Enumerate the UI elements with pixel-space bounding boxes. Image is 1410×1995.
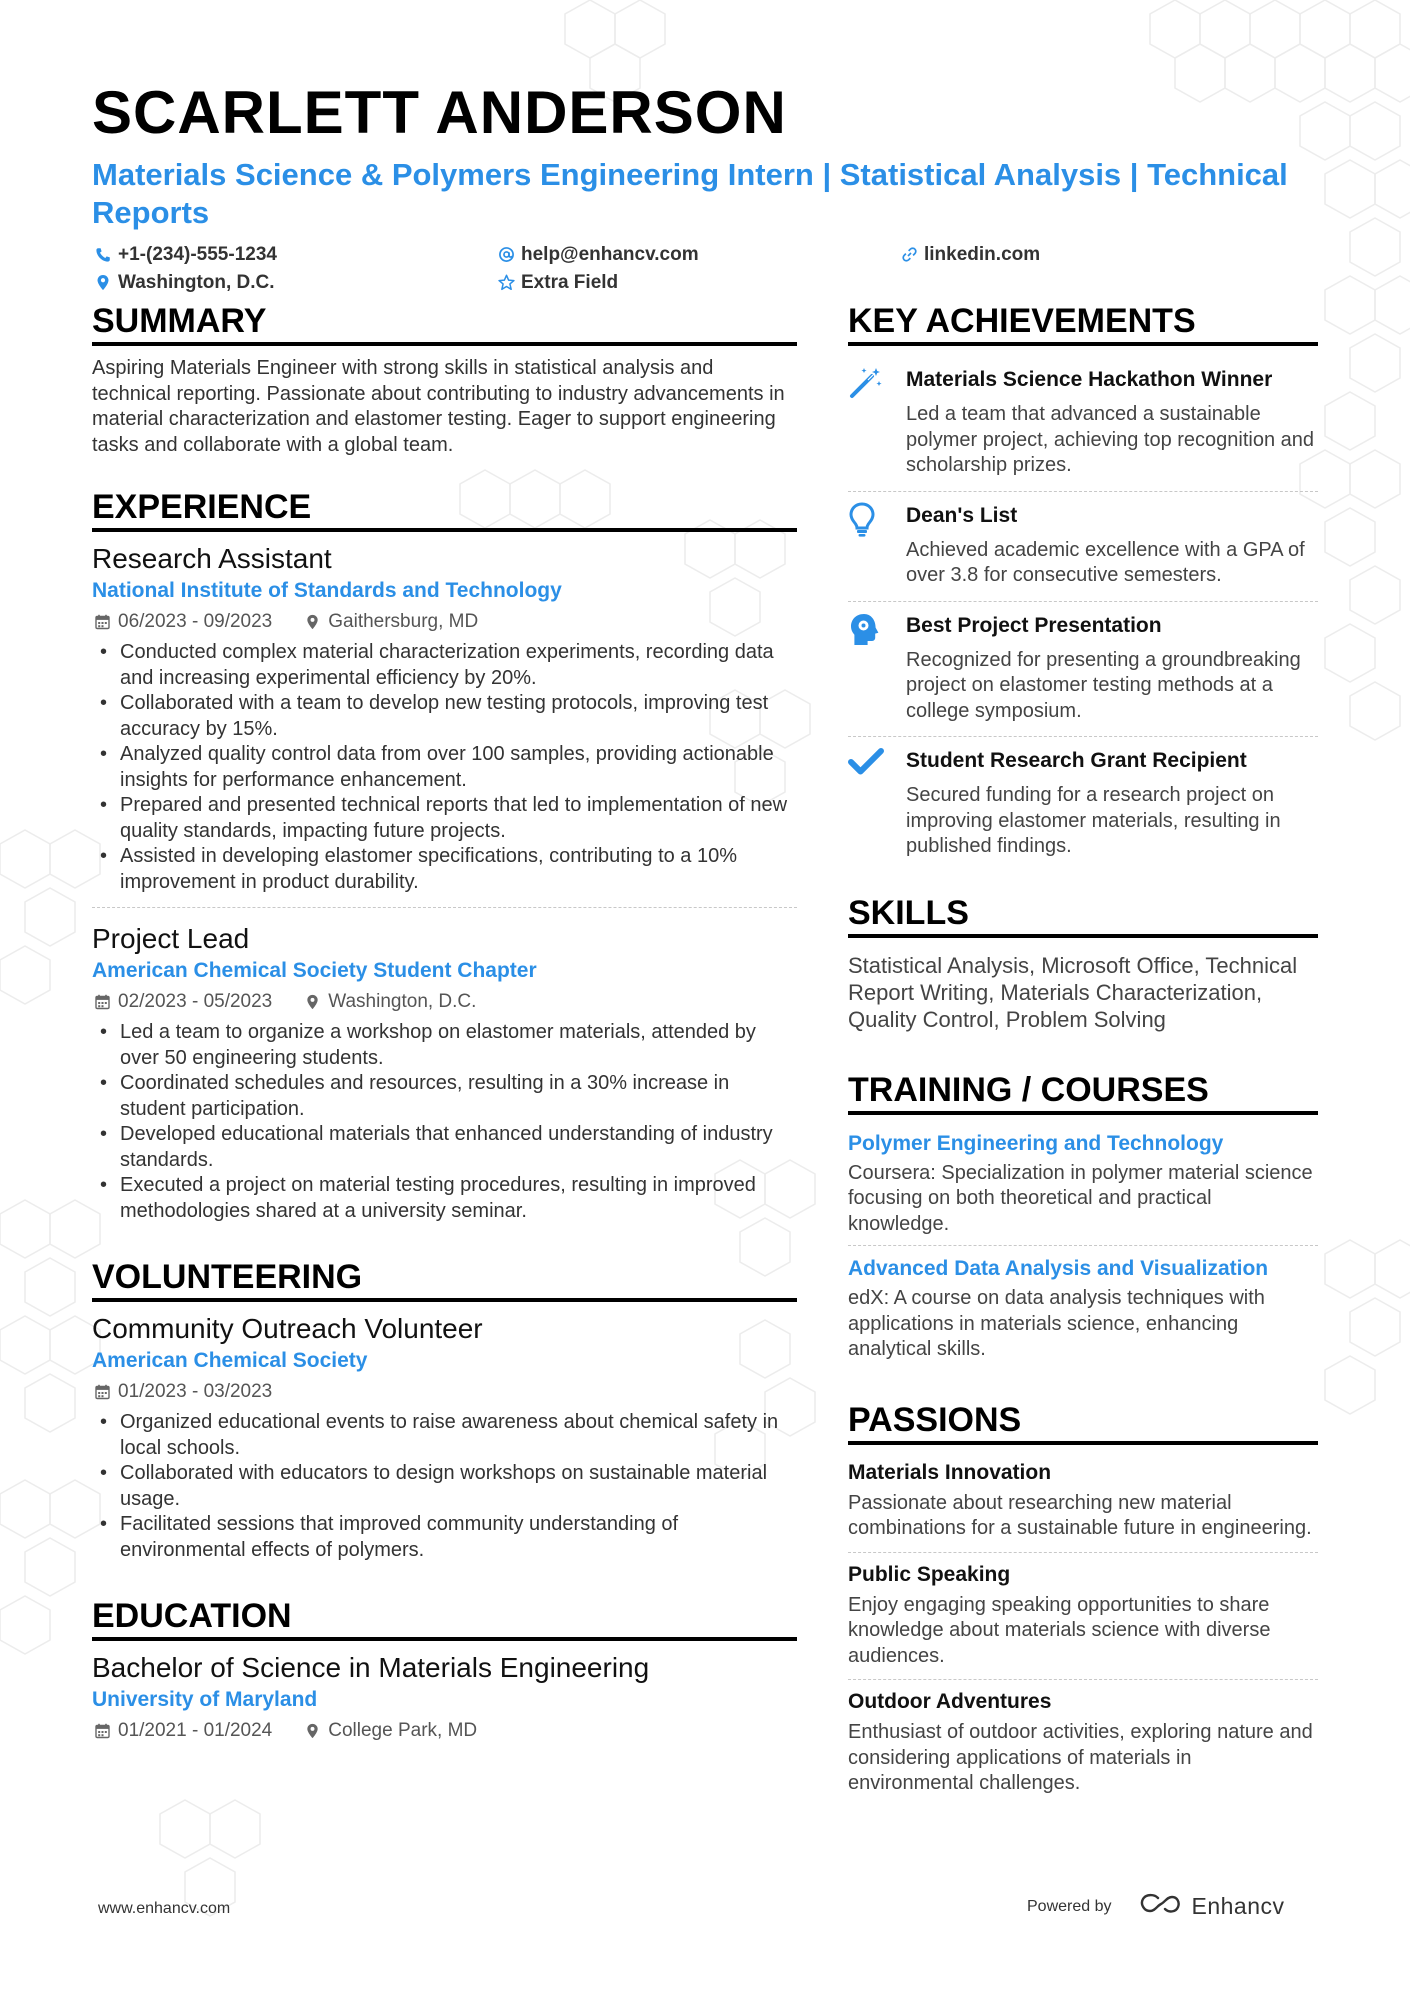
location-icon [302,612,322,632]
bullet-item: • Analyzed quality control data from over 100 samples, providing actionable insights for performance enhancement. [92,742,797,793]
passion-description: Passionate about researching new material combinations for a sustainable future in engineering. [848,1491,1312,1539]
volunteering-entry [92,1312,797,1575]
bullet-item: • Organized educational events to raise awareness about chemical safety in local schools. [92,1410,797,1461]
skills-title: SKILLS [848,892,1318,938]
education-school: University of Maryland [92,1688,318,1711]
bullet-item: • Facilitated sessions that improved community understanding of environmental effects of polymers. [92,1512,797,1563]
achievements-section [848,300,1318,872]
job-role: Project Lead [92,923,250,954]
bullet-item: • Conducted complex material characterization experiments, recording data and increasing experimental efficiency by 20%. [92,640,797,691]
achievement-item [848,356,1318,491]
calendar-icon [92,992,112,1012]
summary-section [92,300,797,458]
left-column [92,300,797,1777]
contact-email-text: help@enhancv.com [521,243,699,265]
job-location [302,988,476,1016]
passion-title: Public Speaking [848,1562,1011,1586]
summary-title: SUMMARY [92,300,797,346]
link-icon [898,244,920,266]
achievement-title: Materials Science Hackathon Winner [906,368,1273,391]
passion-title: Materials Innovation [848,1460,1052,1484]
location-icon [92,272,114,294]
job-dates: 02/2023 - 05/2023 [118,991,273,1012]
location-icon [302,992,322,1012]
volunteer-bullets [92,1410,797,1563]
passion-item [848,1455,1318,1552]
contact-extra-field-text: Extra Field [521,271,619,293]
checkmark-icon [848,747,906,860]
contact-extra-field [495,270,898,295]
head-brain-icon [848,612,906,725]
at-icon [495,244,517,266]
job-organization: American Chemical Society Student Chapter [92,959,537,982]
job-role: Research Assistant [92,543,332,574]
achievement-title: Dean's List [906,503,1018,527]
education-location-text: College Park, MD [328,1720,478,1741]
education-location [302,1717,477,1745]
course-title: Polymer Engineering and Technology [848,1131,1224,1155]
course-description: Coursera: Specialization in polymer material science focusing on both theoretical and practical knowledge. [848,1161,1313,1235]
bullet-item: • Coordinated schedules and resources, resulting in a 30% increase in student participation. [92,1071,797,1122]
bullet-item: • Executed a project on material testing procedures, resulting in improved methodologies shared at a university seminar. [92,1173,797,1224]
volunteer-dates: 01/2023 - 03/2023 [118,1381,273,1402]
course-title: Advanced Data Analysis and Visualization [848,1257,1269,1280]
passion-item [848,1679,1318,1807]
footer-website-link[interactable]: www.enhancv.com [98,1900,231,1917]
bullet-item: • Developed educational materials that enhanced understanding of industry standards. [92,1122,797,1173]
volunteering-title: VOLUNTEERING [92,1256,797,1302]
achievement-title: Best Project Presentation [906,613,1162,637]
right-column [848,300,1318,1827]
magic-wand-icon [848,366,906,479]
passions-title: PASSIONS [848,1399,1318,1445]
course-item [848,1245,1318,1371]
achievement-title: Student Research Grant Recipient [906,749,1247,772]
footer-branding[interactable] [1027,1892,1285,1921]
contact-email[interactable] [495,242,898,267]
passion-item [848,1552,1318,1680]
education-meta [92,1717,797,1745]
job-location-text: Gaithersburg, MD [328,611,479,632]
job-bullets [92,640,797,895]
calendar-icon [92,1382,112,1402]
bullet-item: • Prepared and presented technical reports that led to implementation of new quality standards, impacting future projects. [92,793,797,844]
job-meta [92,988,797,1016]
experience-entry [92,907,797,1236]
volunteer-meta [92,1378,797,1406]
contact-phone[interactable] [92,242,495,267]
lightbulb-icon [848,502,906,589]
job-bullets [92,1020,797,1224]
course-item [848,1125,1318,1246]
powered-by-label: Powered by [1027,1897,1112,1915]
passion-description: Enjoy engaging speaking opportunities to share knowledge about materials science with diverse audiences. [848,1593,1271,1667]
experience-entry [92,542,797,907]
volunteering-section [92,1256,797,1575]
achievement-item [848,491,1318,601]
volunteer-role: Community Outreach Volunteer [92,1313,483,1344]
headline: Materials Science & Polymers Engineering Intern | Statistical Analysis | Technical Reports [92,157,1288,230]
enhancv-logo-icon [1138,1892,1184,1921]
skills-section [848,892,1318,1033]
skills-list: Statistical Analysis, Microsoft Office, Technical Report Writing, Materials Characterization, Quality Control, Problem Solving [848,952,1298,1032]
enhancv-brand-name: Enhancv [1191,1893,1285,1919]
achievement-description: Secured funding for a research project on improving elastomer materials, resulting in published findings. [906,784,1281,857]
contact-linkedin-text: linkedin.com [924,243,1041,265]
job-location-text: Washington, D.C. [328,991,477,1012]
calendar-icon [92,1721,112,1741]
bullet-item: • Collaborated with a team to develop new testing protocols, improving test accuracy by 15%. [92,691,797,742]
training-section [848,1069,1318,1371]
star-icon [495,272,517,294]
course-description: edX: A course on data analysis techniques with applications in materials science, enhancing analytical skills. [848,1287,1265,1360]
contact-linkedin[interactable] [898,242,1301,267]
phone-icon [92,244,114,266]
education-dates: 01/2021 - 01/2024 [118,1720,273,1741]
contact-location [92,270,495,295]
contact-location-text: Washington, D.C. [118,271,275,293]
achievements-title: KEY ACHIEVEMENTS [848,300,1318,346]
achievement-item [848,736,1318,872]
education-title: EDUCATION [92,1595,797,1641]
education-entry [92,1651,797,1757]
achievement-description: Achieved academic excellence with a GPA of over 3.8 for consecutive semesters. [906,538,1305,586]
job-dates: 06/2023 - 09/2023 [118,611,273,632]
achievement-description: Recognized for presenting a groundbreaking project on elastomer testing methods at a college symposium. [906,648,1301,722]
calendar-icon [92,612,112,632]
passions-section [848,1399,1318,1807]
training-title: TRAINING / COURSES [848,1069,1318,1115]
education-section [92,1595,797,1757]
summary-text: Aspiring Materials Engineer with strong skills in statistical analysis and technical reporting. Passionate about contributing to industry advancements in material characterization and elastomer testing. Eager to support engineering tasks and collaborate with a global team. [92,357,785,456]
education-degree: Bachelor of Science in Materials Engineering [92,1652,650,1683]
experience-title: EXPERIENCE [92,486,797,532]
job-organization: National Institute of Standards and Technology [92,579,562,602]
candidate-name: SCARLETT ANDERSON [92,79,787,146]
passion-description: Enthusiast of outdoor activities, exploring nature and considering applications of materials in environmental challenges. [848,1721,1313,1794]
bullet-item: • Assisted in developing elastomer specifications, contributing to a 10% improvement in product durability. [92,844,797,895]
job-meta [92,608,797,636]
location-icon [302,1721,322,1741]
contact-list [92,242,1332,295]
achievement-description: Led a team that advanced a sustainable polymer project, achieving top recognition and scholarship prizes. [906,403,1315,476]
experience-section [92,486,797,1236]
bullet-item: • Collaborated with educators to design workshops on sustainable material usage. [92,1461,797,1512]
bullet-item: • Led a team to organize a workshop on elastomer materials, attended by over 50 engineering students. [92,1020,797,1071]
achievement-item [848,601,1318,737]
job-location [302,608,478,636]
resume-header [92,78,1332,295]
contact-phone-text: +1-(234)-555-1234 [118,243,277,265]
passion-title: Outdoor Adventures [848,1690,1052,1713]
volunteer-organization: American Chemical Society [92,1349,368,1372]
